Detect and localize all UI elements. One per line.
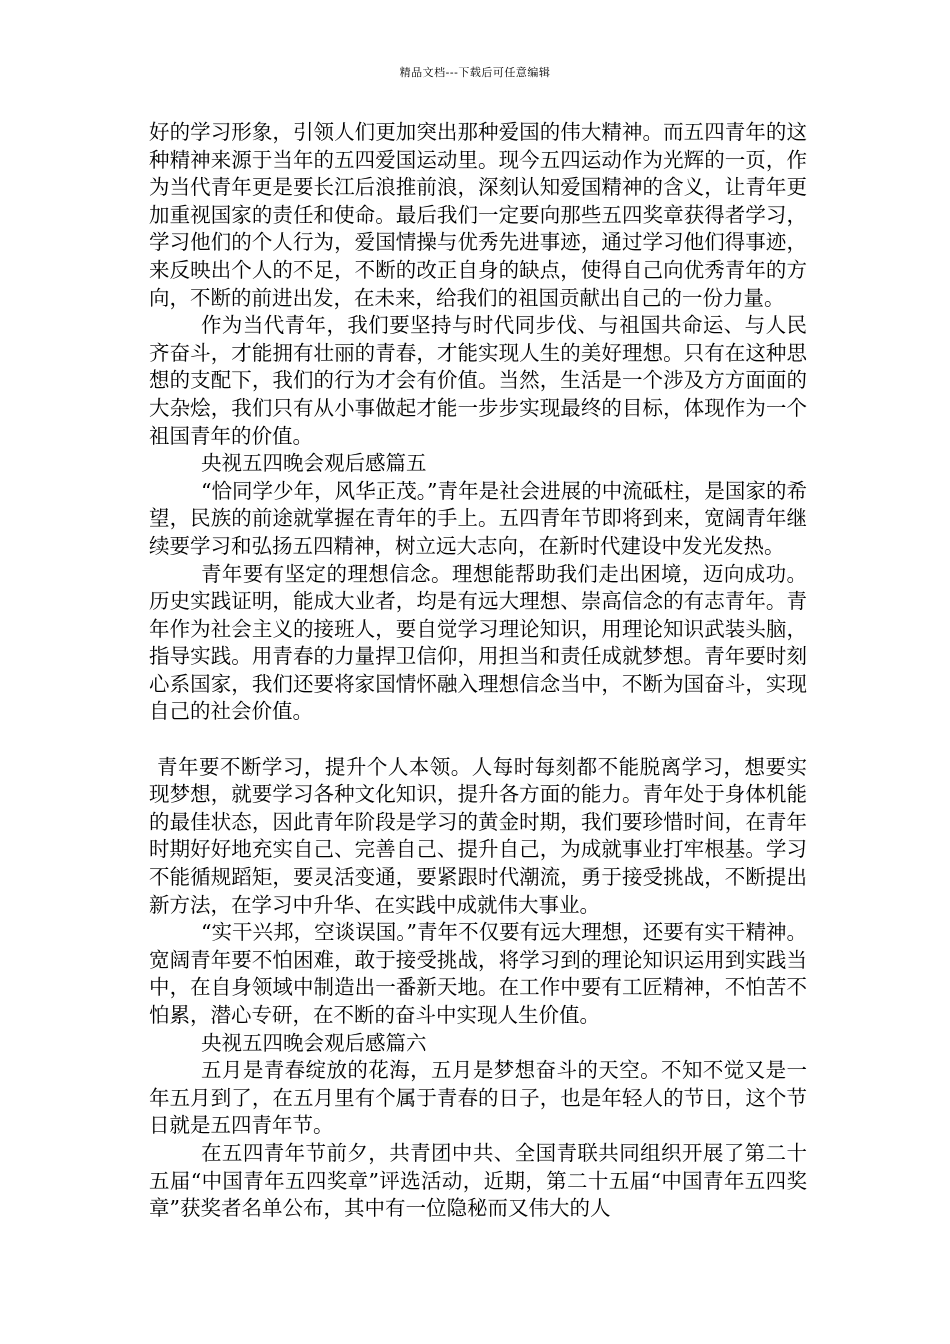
paragraph: 五月是青春绽放的花海，五月是梦想奋斗的天空。不知不觉又是一年五月到了，在五月里有个属于青春的日子，也是年轻人的节日，这个节日就是五四青年节。 — [149, 1058, 807, 1138]
paragraph: 在五四青年节前夕，共青团中共、全国青联共同组织开展了第二十五届“中国青年五四奖章”评选活动，近期，第二十五届“中国青年五四奖章”获奖者名单公布，其中有一位隐秘而又伟大的人 — [149, 1140, 807, 1221]
paragraph: 作为当代青年，我们要坚持与时代同步伐、与祖国共命运、与人民齐奋斗，才能拥有壮丽的青春，才能实现人生的美好理想。只有在这种思想的支配下，我们的行为才会有价值。当然，生活是一个涉及方方面面的大杂烩，我们只有从小事做起才能一步步实现最终的目标，体现作为一个祖国青年的价值。 — [149, 313, 807, 448]
paragraph: 青年要有坚定的理想信念。理想能帮助我们走出困境，迈向成功。历史实践证明，能成大业者，均是有远大理想、崇高信念的有志青年。青年作为社会主义的接班人，要自觉学习理论知识，用理论知识武装头脑，指导实践。用青春的力量捍卫信仰，用担当和责任成就梦想。青年要时刻心系国家，我们还要将家国情怀融入理想信念当中，不断为国奋斗，实现自己的社会价值。 — [149, 561, 807, 724]
paragraph: “恰同学少年，风华正茂。”青年是社会进展的中流砥柱，是国家的希望，民族的前途就掌握在青年的手上。五四青年节即将到来，宽阔青年继续要学习和弘扬五四精神，树立远大志向，在新时代建设中发光发热。 — [149, 478, 807, 558]
page-header: 精品文档---下载后可任意编辑 — [399, 66, 551, 79]
paragraph: 青年要不断学习，提升个人本领。人每时每刻都不能脱离学习，想要实现梦想，就要学习各种文化知识，提升各方面的能力。青年处于身体机能的最佳状态，因此青年阶段是学习的黄金时期，我们要珍惜时间，在青年时期好好地充实自己、完善自己、提升自己，为成就事业打牢根基。学习不能循规蹈矩，要灵活变通，要紧跟时代潮流，勇于接受挑战，不断提出新方法，在学习中升华、在实践中成就伟大事业。 — [149, 754, 807, 917]
section-heading: 央视五四晚会观后感篇五 — [201, 451, 427, 476]
document-body — [149, 119, 807, 1223]
section-heading: 央视五四晚会观后感篇六 — [201, 1030, 427, 1055]
blank-line — [149, 726, 807, 754]
paragraph: 好的学习形象，引领人们更加突出那种爱国的伟大精神。而五四青年的这种精神来源于当年的五四爱国运动里。现今五四运动作为光辉的一页，作为当代青年更是要长江后浪推前浪，深刻认知爱国精神的含义，让青年更加重视国家的责任和使命。最后我们一定要向那些五四奖章获得者学习，学习他们的个人行为，爱国情操与优秀先进事迹，通过学习他们得事迹，来反映出个人的不足，不断的改正自身的缺点，使得自己向优秀青年的方向，不断的前进出发，在未来，给我们的祖国贡献出自己的一份力量。 — [149, 120, 807, 310]
paragraph: “实干兴邦，空谈误国。”青年不仅要有远大理想，还要有实干精神。宽阔青年要不怕困难，敢于接受挑战，将学习到的理论知识运用到实践当中，在自身领域中制造出一番新天地。在工作中要有工匠精神，不怕苦不怕累，潜心专研，在不断的奋斗中实现人生价值。 — [149, 920, 807, 1027]
